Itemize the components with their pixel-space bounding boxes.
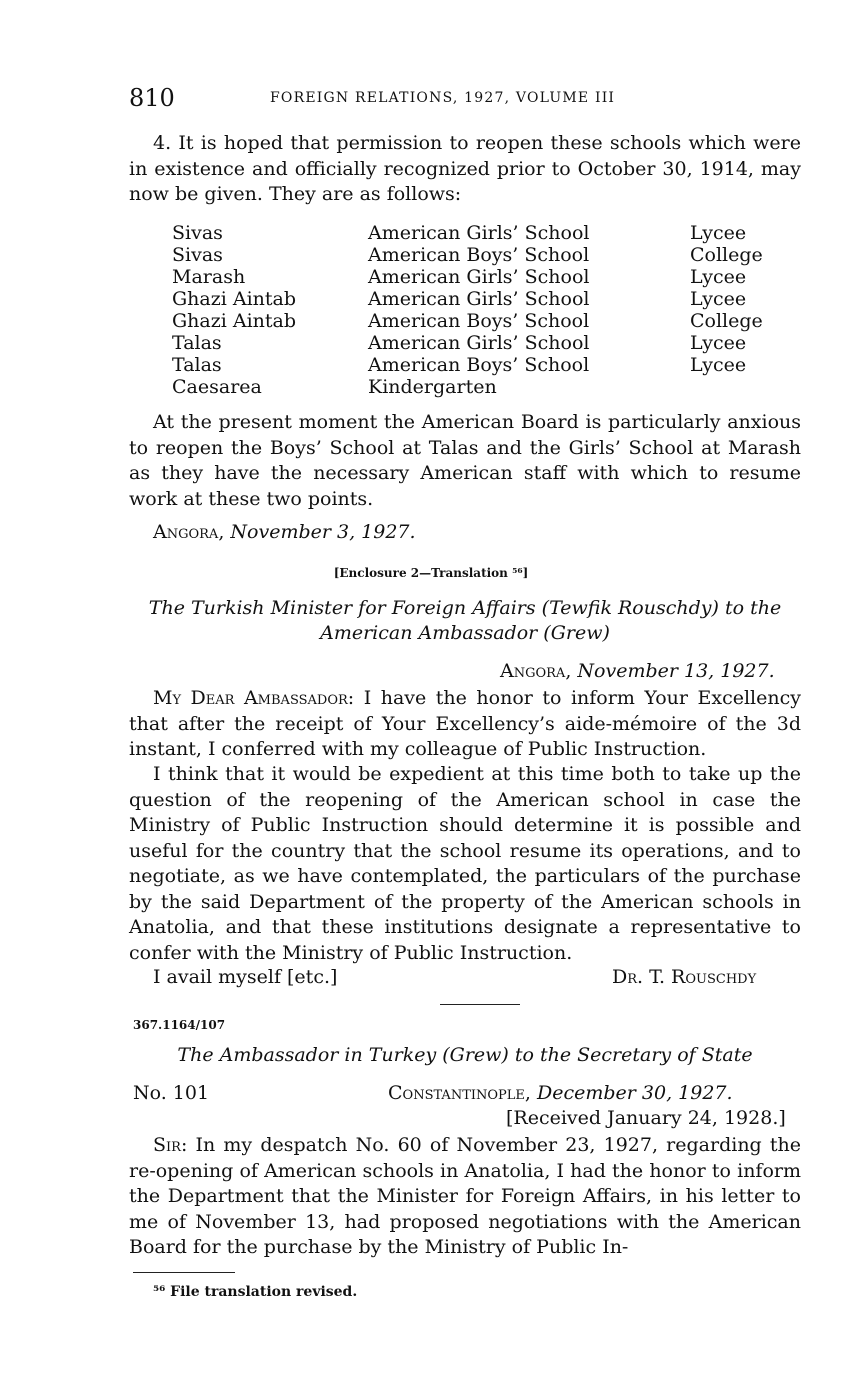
heading-turkish-minister: The Turkish Minister for Foreign Affairs (Tewfik Rouschdy) to the American Ambassador (Grew) <box>148 597 782 644</box>
dateline-date: November 3, 1927. <box>230 521 416 543</box>
file-code: 367.1164/107 <box>133 1018 226 1032</box>
school-type: College <box>690 244 763 266</box>
school-type: Lycee <box>690 354 747 376</box>
section-divider <box>440 1004 520 1005</box>
despatch-number: No. 101 <box>133 1082 210 1104</box>
school-row <box>172 266 810 288</box>
school-row <box>172 222 810 244</box>
letter-paragraph-2: I think that it would be expedient at this time both to take up the question of the reopening of the American school in case the Ministry of Public Instruction should determine it is possible and useful for the country that the school resume its operations, and to negotiate, as we have contemplated, the particulars of the purchase by the said Department of the property of the American schools in Anatolia, and that these institutions designate a representative to confer with the Ministry of Public Instruction. <box>129 763 801 964</box>
school-place: Sivas <box>172 222 223 244</box>
dateline-place: Constantinople, <box>388 1082 531 1104</box>
school-place: Talas <box>172 354 222 376</box>
school-name: American Boys’ School <box>368 354 590 376</box>
school-type: Lycee <box>690 222 747 244</box>
school-place: Ghazi Aintab <box>172 288 297 310</box>
school-place: Talas <box>172 332 222 354</box>
letter-salutation: My Dear Ambassador: <box>153 687 355 709</box>
dateline-angora-nov3 <box>153 521 416 543</box>
dateline-place: Angora, <box>153 521 225 543</box>
enclosure-label: [Enclosure 2—Translation ⁵⁶] <box>333 566 529 580</box>
school-row <box>172 354 810 376</box>
despatch-paragraph <box>129 1133 801 1261</box>
letter-signature: Dr. T. Rouschdy <box>612 966 757 988</box>
dateline-date: November 13, 1927. <box>577 660 775 682</box>
school-place: Ghazi Aintab <box>172 310 297 332</box>
school-type <box>690 376 810 398</box>
despatch-body: In my despatch No. 60 of November 23, 1927, regarding the re-opening of American schools in Anatolia, I had the honor to inform the Department that the Minister for Foreign Affairs, in his letter to me of November 13, had proposed negotiations with the American Board for the purchase by the Ministry of Public In- <box>129 1134 802 1258</box>
sir-salutation: Sir: <box>153 1134 188 1156</box>
school-type: Lycee <box>690 332 747 354</box>
running-header: FOREIGN RELATIONS, 1927, VOLUME III <box>270 90 616 106</box>
present-moment-paragraph: At the present moment the American Board is particularly anxious to reopen the Boys’ School at Talas and the Girls’ School at Marash as they have the necessary American staff with which to resume work at these two points. <box>129 411 801 510</box>
school-place: Caesarea <box>172 376 262 398</box>
school-row <box>172 310 810 332</box>
page-number: 810 <box>129 84 175 112</box>
school-row <box>172 288 810 310</box>
heading-ambassador: The Ambassador in Turkey (Grew) to the Secretary of State <box>177 1044 753 1066</box>
dateline-date: December 30, 1927. <box>537 1082 733 1104</box>
dateline-constantinople <box>388 1082 733 1104</box>
school-place: Sivas <box>172 244 223 266</box>
letter-body-1: I have the honor to inform Your Excellency that after the receipt of Your Excellency’s aide-mémoire of the 3d instant, I conferred with my colleague of Public Instruction. <box>129 687 801 760</box>
school-type: Lycee <box>690 266 747 288</box>
footnote: ⁵⁶ File translation revised. <box>153 1284 358 1300</box>
school-place: Marash <box>172 266 246 288</box>
intro-paragraph: 4. It is hoped that permission to reopen these schools which were in existence and officially recognized prior to October 30, 1914, may now be given. They are as follows: <box>129 132 801 205</box>
school-name: American Boys’ School <box>368 244 590 266</box>
school-name: American Girls’ School <box>368 332 590 354</box>
dateline-place: Angora, <box>500 660 572 682</box>
letter-closing: I avail myself [etc.] <box>153 966 338 988</box>
school-type: Lycee <box>690 288 747 310</box>
school-name: Kindergarten <box>368 376 497 398</box>
school-name: American Girls’ School <box>368 266 590 288</box>
dateline-angora-nov13 <box>500 660 775 682</box>
school-name: American Boys’ School <box>368 310 590 332</box>
school-name: American Girls’ School <box>368 222 590 244</box>
school-row <box>172 244 810 266</box>
received-note: [Received January 24, 1928.] <box>506 1107 786 1129</box>
school-row <box>172 332 810 354</box>
school-type: College <box>690 310 763 332</box>
school-row <box>172 376 810 398</box>
letter-paragraph-1 <box>129 686 801 763</box>
school-name: American Girls’ School <box>368 288 590 310</box>
schools-table <box>172 222 810 398</box>
footnote-rule <box>133 1272 235 1273</box>
